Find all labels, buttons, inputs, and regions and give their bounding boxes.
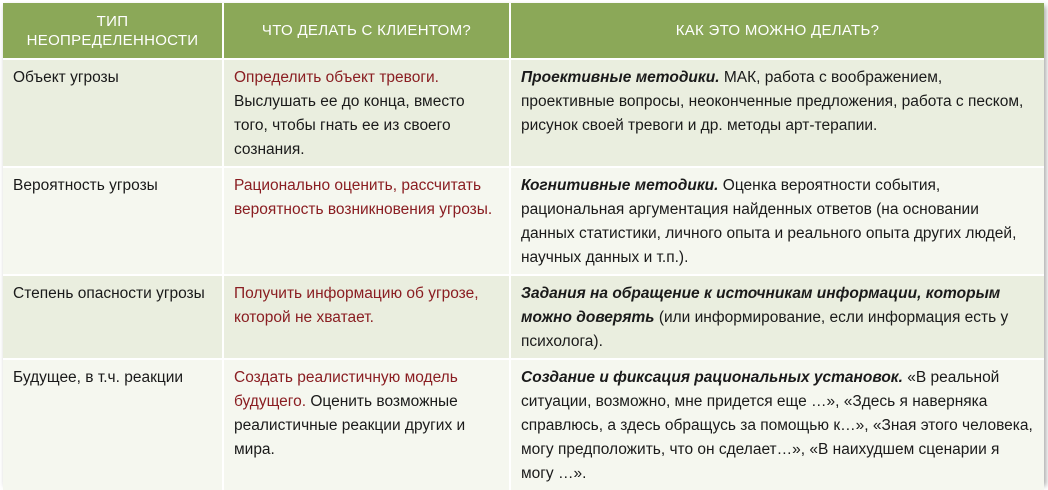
table-row [3,359,1044,490]
cell-how [510,167,1044,275]
cell-type: Степень опасности угрозы [3,275,223,359]
table-header-row [3,3,1044,59]
cell-how-bold: Проективные методики. [521,69,720,86]
cell-what-red: Рационально оценить, рассчитать вероятность возникновения угрозы. [234,177,493,218]
cell-what-rest: Оценить возможные реалистичные реакции других и мира. [234,393,466,458]
uncertainty-table-container [3,3,1044,483]
header-how-to-do: КАК ЭТО МОЖНО ДЕЛАТЬ? [510,3,1044,59]
cell-type: Вероятность угрозы [3,167,223,275]
cell-what-rest: Выслушать ее до конца, вместо того, чтобы гнать ее из своего сознания. [234,93,465,158]
uncertainty-table [3,3,1044,490]
cell-type: Будущее, в т.ч. реакции [3,359,223,490]
cell-what [223,275,510,359]
cell-how [510,275,1044,359]
cell-how [510,359,1044,490]
cell-how-rest: (или информирование, если информация есть у психолога). [521,309,1009,350]
cell-what-red: Определить объект тревоги. [234,69,439,86]
cell-how-bold: Создание и фиксация рациональных установок. [521,369,903,386]
table-row [3,275,1044,359]
cell-what [223,59,510,167]
cell-what-red: Получить информацию об угрозе, которой не хватает. [234,285,479,326]
table-row [3,59,1044,167]
cell-what-red: Создать реалистичную модель будущего. [234,369,458,410]
header-uncertainty-type-line2: НЕОПРЕДЕЛЕННОСТИ [26,31,199,49]
cell-what [223,359,510,490]
header-uncertainty-type-line1: ТИП [96,12,129,30]
cell-how-rest: «В реальной ситуации, возможно, мне придется еще …», «Здесь я наверняка справлюсь, а здесь обращусь за помощью к…», «Зная этого человека, могу предположить, что он сделает…», «В наихудшем сценарии я могу …». [521,369,1033,482]
header-what-to-do: ЧТО ДЕЛАТЬ С КЛИЕНТОМ? [223,3,510,59]
cell-how-bold: Задания на обращение к источникам информации, которым можно доверять [521,285,1001,326]
cell-how [510,59,1044,167]
cell-how-rest: МАК, работа с воображением, проективные вопросы, неоконченные предложения, работа с песком, рисунок своей тревоги и др. методы арт-терапии. [521,69,1024,134]
cell-what [223,167,510,275]
cell-how-bold: Когнитивные методики. [521,177,719,194]
cell-how-rest: Оценка вероятности события, рациональная аргументация найденных ответов (на основании данных статистики, личного опыта и реального опыта других людей, научных данных и т.п.). [521,177,1017,266]
table-row [3,167,1044,275]
cell-type: Объект угрозы [3,59,223,167]
header-uncertainty-type [3,3,223,59]
